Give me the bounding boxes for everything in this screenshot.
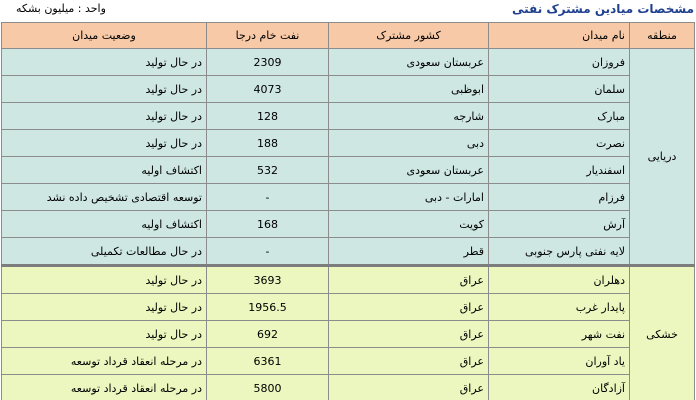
oil-cell: 532 — [207, 157, 329, 184]
country-cell: عراق — [329, 266, 489, 294]
header-status: وضعیت میدان — [2, 23, 207, 49]
table-row — [2, 321, 695, 348]
oil-cell: 168 — [207, 211, 329, 238]
status-cell: در مرحله انعقاد قرداد توسعه — [2, 375, 207, 400]
oil-cell: 5800 — [207, 375, 329, 400]
status-cell: در حال تولید — [2, 266, 207, 294]
table-row — [2, 211, 695, 238]
status-cell: اکتشاف اولیه — [2, 157, 207, 184]
table-row — [2, 238, 695, 266]
oil-cell: 6361 — [207, 348, 329, 375]
field-cell: مبارک — [489, 103, 630, 130]
country-cell: عربستان سعودی — [329, 157, 489, 184]
oil-cell: 692 — [207, 321, 329, 348]
field-cell: فروزان — [489, 49, 630, 76]
table-row — [2, 184, 695, 211]
region-cell-sea: دریایی — [630, 49, 695, 266]
status-cell: در حال تولید — [2, 130, 207, 157]
oil-fields-table — [1, 22, 695, 400]
field-cell: یاد آوران — [489, 348, 630, 375]
unit-label: واحد : میلیون بشکه — [16, 2, 106, 15]
status-cell: اکتشاف اولیه — [2, 211, 207, 238]
header-bar — [0, 0, 696, 22]
status-cell: در حال تولید — [2, 321, 207, 348]
field-cell: فرزام — [489, 184, 630, 211]
field-cell: نصرت — [489, 130, 630, 157]
table-row — [2, 348, 695, 375]
field-cell: آرش — [489, 211, 630, 238]
status-cell: در حال مطالعات تکمیلی — [2, 238, 207, 266]
field-cell: پایدار غرب — [489, 294, 630, 321]
table-row — [2, 375, 695, 400]
field-cell: آزادگان — [489, 375, 630, 400]
status-cell: در مرحله انعقاد قرداد توسعه — [2, 348, 207, 375]
header-oil: نفت خام درجا — [207, 23, 329, 49]
header-country: کشور مشترک — [329, 23, 489, 49]
country-cell: کویت — [329, 211, 489, 238]
oil-cell: 2309 — [207, 49, 329, 76]
table-row — [2, 103, 695, 130]
table-row — [2, 130, 695, 157]
status-cell: در حال تولید — [2, 49, 207, 76]
country-cell: شارجه — [329, 103, 489, 130]
table-row — [2, 76, 695, 103]
oil-cell: 3693 — [207, 266, 329, 294]
country-cell: عراق — [329, 348, 489, 375]
country-cell: عراق — [329, 294, 489, 321]
country-cell: دبی — [329, 130, 489, 157]
country-cell: عراق — [329, 375, 489, 400]
page-title: مشخصات میادین مشترک نفتی — [512, 2, 694, 16]
table-row — [2, 49, 695, 76]
header-region: منطقه — [630, 23, 695, 49]
field-cell: اسفندیار — [489, 157, 630, 184]
status-cell: در حال تولید — [2, 103, 207, 130]
table-row — [2, 294, 695, 321]
status-cell: در حال تولید — [2, 76, 207, 103]
header-field: نام میدان — [489, 23, 630, 49]
country-cell: ابوظبی — [329, 76, 489, 103]
oil-cell: 188 — [207, 130, 329, 157]
field-cell: نفت شهر — [489, 321, 630, 348]
table-row — [2, 157, 695, 184]
country-cell: عربستان سعودی — [329, 49, 489, 76]
field-cell: سلمان — [489, 76, 630, 103]
oil-cell: - — [207, 184, 329, 211]
table-row — [2, 266, 695, 294]
country-cell: قطر — [329, 238, 489, 266]
region-cell-land: خشکی — [630, 266, 695, 400]
oil-cell: 4073 — [207, 76, 329, 103]
oil-cell: 128 — [207, 103, 329, 130]
field-cell: لایه نفتی پارس جنوبی — [489, 238, 630, 266]
field-cell: دهلران — [489, 266, 630, 294]
oil-cell: 1956.5 — [207, 294, 329, 321]
oil-cell: - — [207, 238, 329, 266]
header-row — [2, 23, 695, 49]
country-cell: عراق — [329, 321, 489, 348]
country-cell: امارات - دبی — [329, 184, 489, 211]
status-cell: توسعه اقتصادی تشخیص داده نشد — [2, 184, 207, 211]
status-cell: در حال تولید — [2, 294, 207, 321]
